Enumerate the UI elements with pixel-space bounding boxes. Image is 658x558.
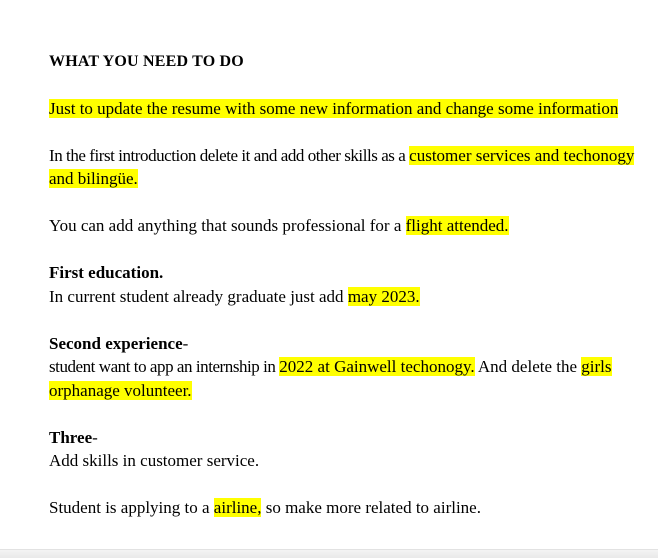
introduction-text: In the first introduction delete it and add other skills as a xyxy=(49,145,410,165)
highlight-flight-attended: flight attended. xyxy=(405,216,509,235)
paragraph-introduction xyxy=(49,144,655,191)
education-text: In current student already graduate just add xyxy=(49,286,348,306)
paragraph-professional xyxy=(49,214,655,238)
paragraph-first-education xyxy=(49,261,655,308)
highlight-skills: customer services and techonogy and bilingüe. xyxy=(49,145,635,188)
paragraph-three xyxy=(49,426,655,473)
section-title-three: Three xyxy=(49,427,93,447)
airline-text-2: so make more related to airline. xyxy=(261,498,481,517)
professional-text: You can add anything that sounds professional for a xyxy=(49,216,406,235)
page-bottom-edge xyxy=(0,549,658,558)
three-title-dash: - xyxy=(92,427,98,447)
highlight-volunteer: girls orphanage volunteer. xyxy=(49,357,612,400)
highlight-airline: airline, xyxy=(213,498,262,517)
highlight-internship: 2022 at Gainwell techonogy. xyxy=(279,357,475,376)
highlight-update-resume: Just to update the resume with some new information and change some information xyxy=(49,98,619,118)
experience-text-2: And delete the xyxy=(474,357,582,376)
paragraph-update-resume xyxy=(49,97,655,121)
document-heading: WHAT YOU NEED TO DO xyxy=(49,53,244,70)
paragraph-second-experience xyxy=(49,332,655,403)
section-title-experience: Second experience xyxy=(49,333,183,353)
airline-text-1: Student is applying to a xyxy=(49,498,214,517)
highlight-graduation-date: may 2023. xyxy=(347,286,420,306)
document-page xyxy=(49,50,655,543)
experience-text-1: student want to app an internship in xyxy=(49,357,280,376)
section-title-education: First education. xyxy=(49,263,164,282)
three-text: Add skills in customer service. xyxy=(49,451,260,470)
paragraph-airline xyxy=(49,496,655,520)
experience-title-dash: - xyxy=(182,333,189,353)
